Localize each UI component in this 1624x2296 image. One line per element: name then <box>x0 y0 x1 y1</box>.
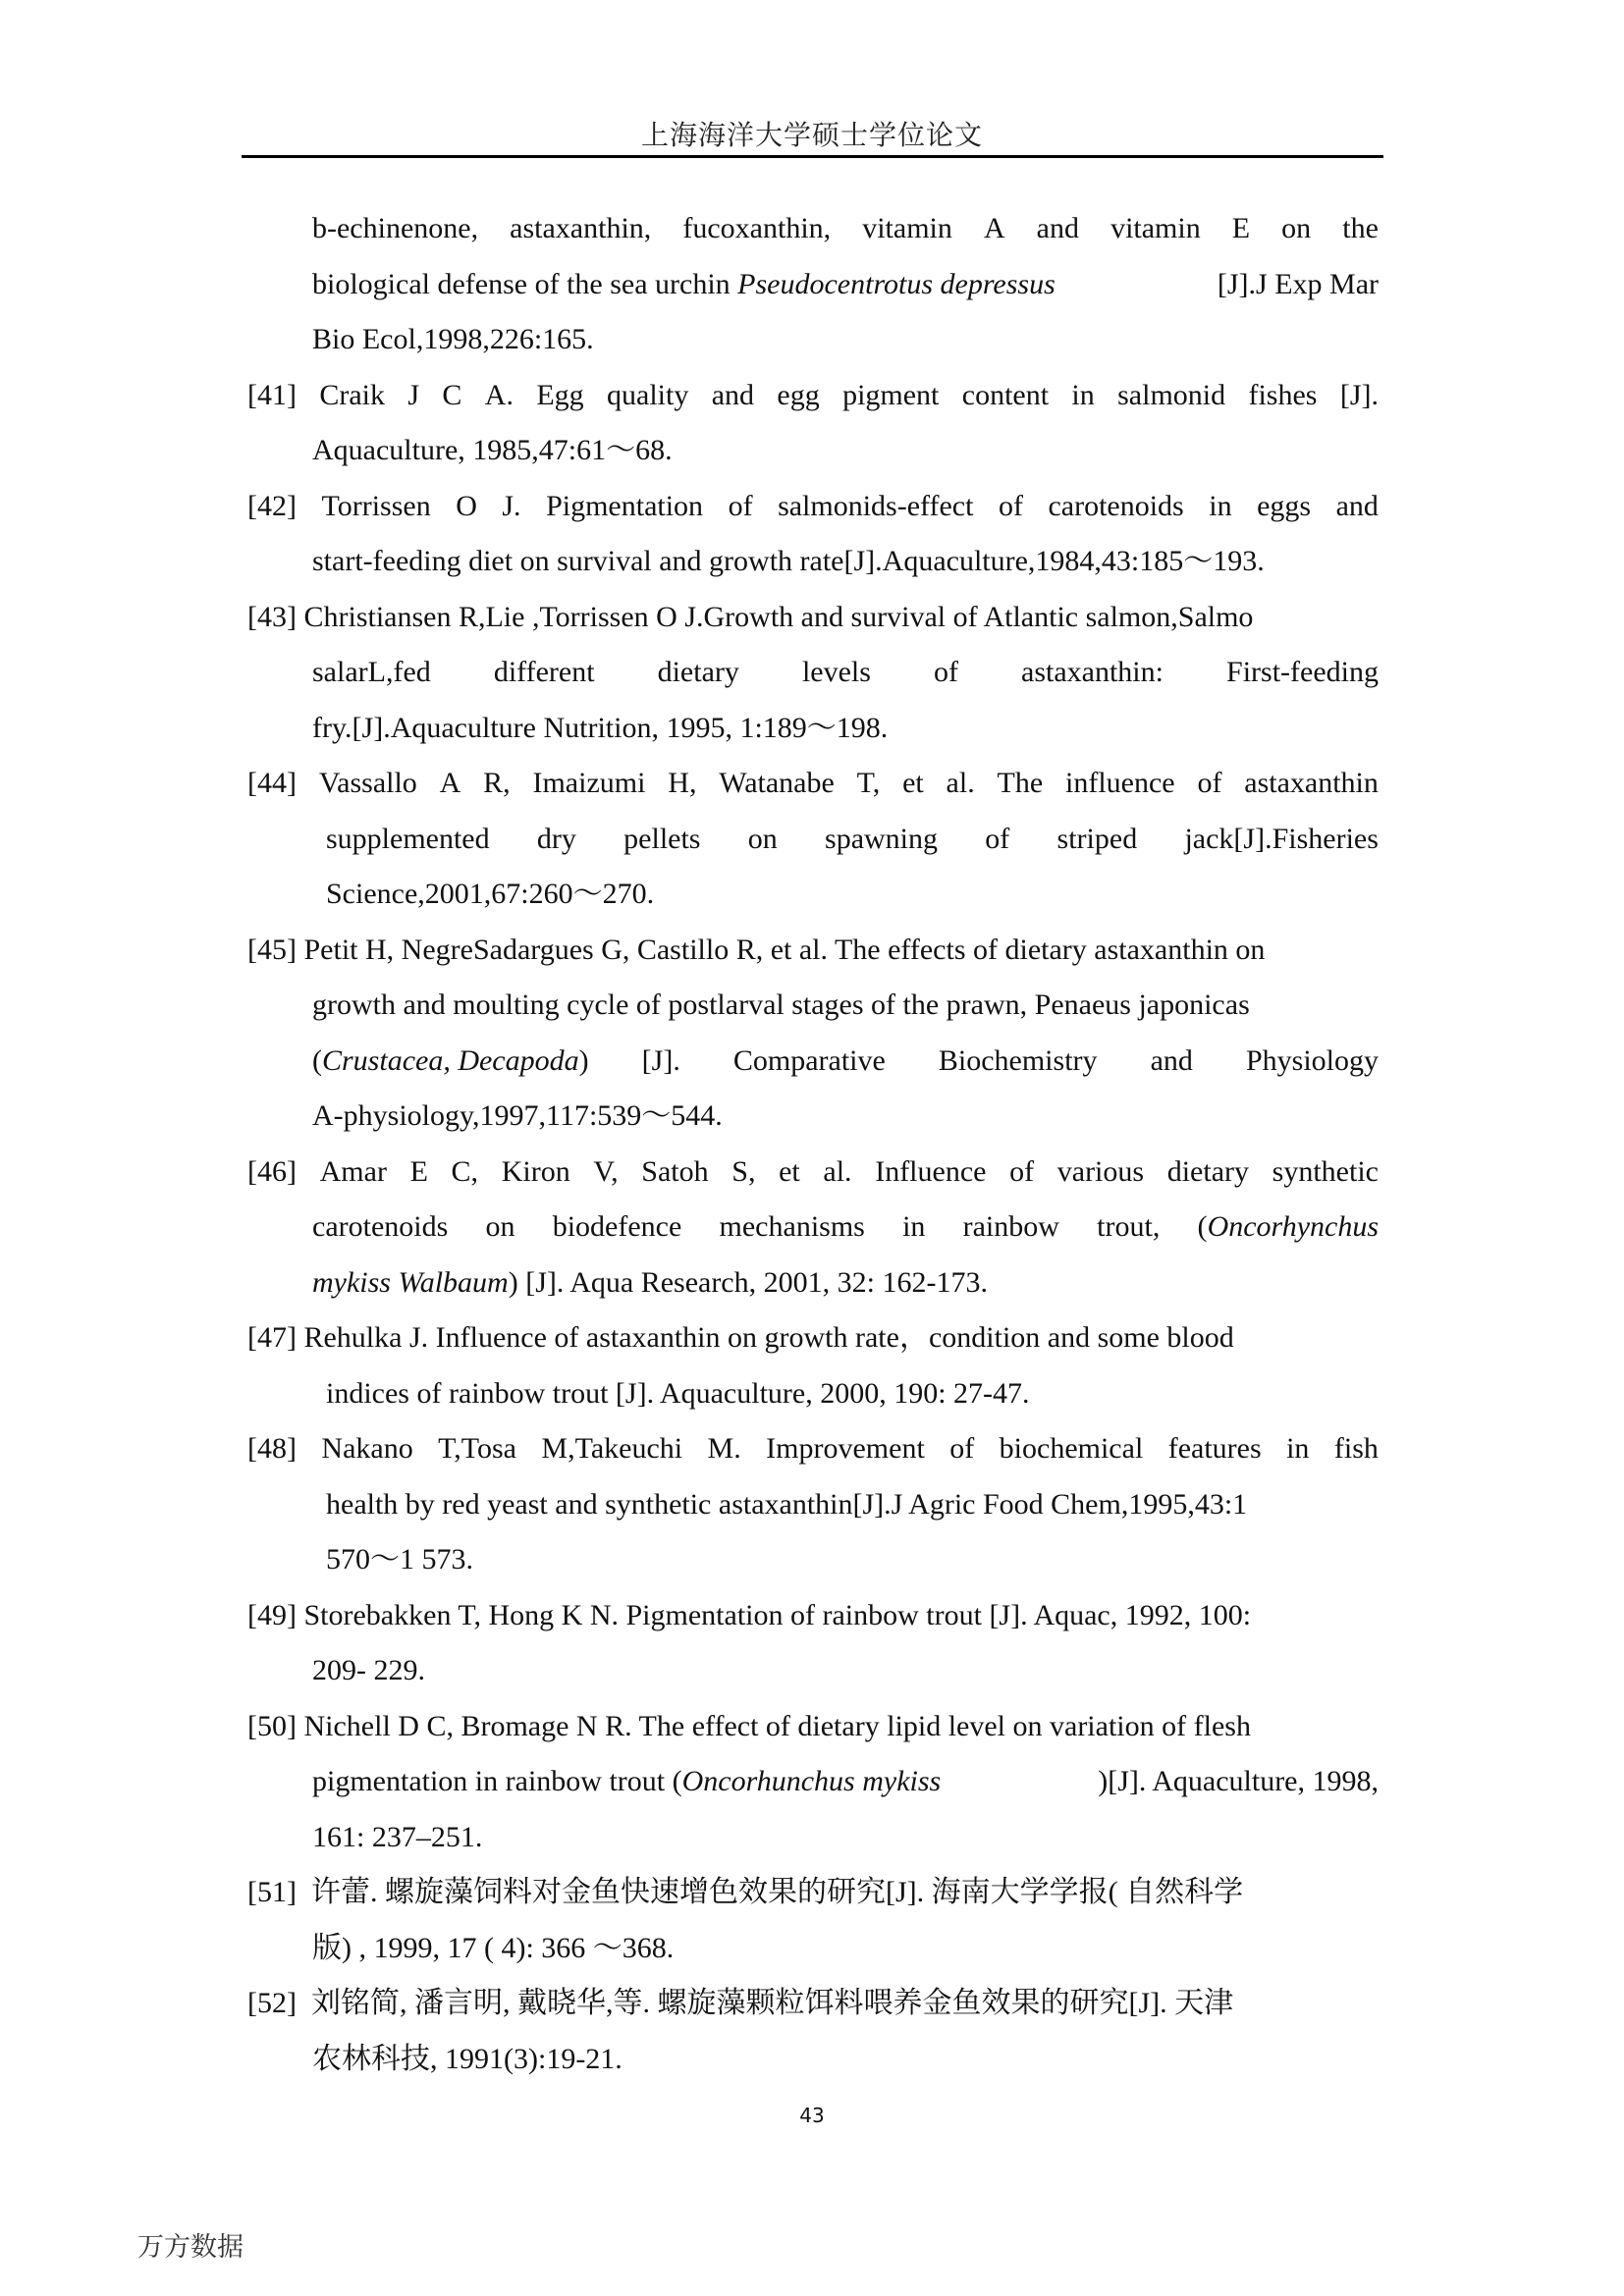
word: and <box>1150 1043 1193 1077</box>
word: S, <box>731 1154 756 1188</box>
word: different <box>493 656 595 688</box>
word: features <box>1167 1432 1262 1465</box>
word: of <box>985 822 1010 855</box>
reference-line: Aquaculture, 1985,47:61～68. <box>312 434 673 466</box>
reference-line <box>247 645 1379 701</box>
reference-line: 570～1 573. <box>326 1543 473 1575</box>
word: and <box>711 378 755 411</box>
reference-number: [42] <box>247 489 297 522</box>
word: Watanabe <box>719 767 835 799</box>
word: trout, <box>1097 1210 1161 1243</box>
reference-line: growth and moulting cycle of postlarval stages of the prawn, Penaeus japonicas <box>312 988 1250 1021</box>
reference-item-50 <box>247 1699 1379 1866</box>
reference-number: [52] <box>247 1987 297 2019</box>
line-text: )[J]. Aquaculture, 1998, <box>1098 1765 1379 1797</box>
word: A. <box>484 378 514 411</box>
line-text: biological defense of the sea urchin <box>312 267 738 300</box>
reference-line <box>247 479 1379 535</box>
word: T, <box>856 767 881 799</box>
word: M,Takeuchi <box>541 1432 683 1465</box>
reference-number: [41] <box>247 378 297 411</box>
reference-line <box>247 368 1379 424</box>
line-text: ) [J]. Aqua Research, 2001, 32: 162-173. <box>508 1265 988 1299</box>
reference-number: [49] <box>247 1598 297 1631</box>
word: in <box>1286 1432 1310 1465</box>
word: al. <box>823 1154 852 1188</box>
word: of <box>998 489 1023 522</box>
reference-number: [46] <box>247 1154 297 1188</box>
word: dietary <box>1166 1154 1250 1188</box>
reference-item-46 <box>247 1145 1379 1311</box>
reference-line: fry.[J].Aquaculture Nutrition, 1995, 1:189～198. <box>312 711 889 744</box>
word: mechanisms <box>719 1210 865 1243</box>
reference-line <box>247 1699 1379 1755</box>
word: on <box>1281 212 1312 244</box>
word: of <box>933 656 958 688</box>
word: jack[J].Fisheries <box>1184 822 1379 855</box>
word: spawning <box>825 822 939 855</box>
word: astaxanthin <box>1244 767 1379 799</box>
reference-line: indices of rainbow trout [J]. Aquaculture, 2000, 190: 27-47. <box>326 1376 1030 1410</box>
word: fish <box>1333 1432 1379 1465</box>
line-text: [J].J Exp Mar <box>1210 267 1379 300</box>
reference-item-47 <box>247 1310 1379 1421</box>
line-text: Nichell D C, Bromage N R. The effect of dietary lipid level on variation of flesh <box>303 1709 1251 1742</box>
word: A <box>439 767 461 799</box>
word: et <box>779 1154 800 1188</box>
watermark-text: 万方数据 <box>137 2232 244 2263</box>
word: Torrissen <box>321 489 431 522</box>
word: on <box>485 1210 515 1243</box>
word: dietary <box>657 656 739 688</box>
word: Physiology <box>1245 1043 1379 1077</box>
line-text: Rehulka J. Influence of astaxanthin on growth rate，condition and some blood <box>303 1321 1234 1354</box>
reference-item-44 <box>247 756 1379 923</box>
word: quality <box>607 378 689 411</box>
reference-line <box>247 1976 1379 2032</box>
line-text: Petit H, NegreSadargues G, Castillo R, et al. The effects of dietary astaxanthin on <box>303 933 1266 966</box>
word: fucoxanthin, <box>682 212 832 244</box>
reference-item-45 <box>247 923 1379 1145</box>
reference-number: [50] <box>247 1709 297 1742</box>
header-rule <box>242 155 1383 158</box>
word: content <box>961 378 1050 411</box>
word: Amar <box>319 1154 387 1188</box>
reference-number: [45] <box>247 933 297 966</box>
word: E <box>409 1154 428 1188</box>
reference-line: 161: 237–251. <box>312 1820 483 1853</box>
word: influence <box>1065 767 1175 799</box>
reference-line: health by red yeast and synthetic astaxanthin[J].J Agric Food Chem,1995,43:1 <box>326 1487 1248 1521</box>
word: Egg <box>536 378 584 411</box>
word: striped <box>1056 822 1138 855</box>
word: Imaizumi <box>532 767 646 799</box>
word: A <box>983 212 1005 244</box>
line-text <box>579 1034 1379 1090</box>
line-text <box>312 1200 1208 1255</box>
word: the <box>1342 212 1379 244</box>
running-header-title: 上海海洋大学硕士学位论文 <box>640 119 983 151</box>
reference-line: Science,2001,67:260～270. <box>326 878 655 910</box>
word: astaxanthin, <box>510 212 652 244</box>
reference-list <box>247 201 1379 2087</box>
word: on <box>747 822 778 855</box>
reference-number: [44] <box>247 767 297 799</box>
reference-line: start-feeding diet on survival and growth rate[J].Aquaculture,1984,43:185～193. <box>312 545 1265 577</box>
word: Biochemistry <box>938 1043 1098 1077</box>
word: Pigmentation <box>546 489 704 522</box>
word: R, <box>483 767 511 799</box>
line-text: ( <box>312 1043 322 1077</box>
word: salarL,fed <box>312 656 431 688</box>
reference-line <box>247 201 1379 257</box>
word: ) <box>578 1043 589 1077</box>
word: et <box>902 767 924 799</box>
reference-line <box>247 1145 1379 1201</box>
reference-line: 版) , 1999, 17 ( 4): 366 ～368. <box>312 1931 675 1964</box>
word: levels <box>801 656 871 688</box>
word: M. <box>707 1432 741 1465</box>
word: and <box>1335 489 1379 522</box>
reference-line: A-physiology,1997,117:539～544. <box>312 1099 723 1132</box>
word: of <box>949 1432 975 1465</box>
word: ( <box>1197 1210 1208 1243</box>
reference-line <box>247 1200 1379 1255</box>
reference-number: [43] <box>247 600 297 633</box>
reference-line <box>247 812 1379 868</box>
reference-item-41 <box>247 368 1379 479</box>
line-text: Storebakken T, Hong K N. Pigmentation of rainbow trout [J]. Aquac, 1992, 100: <box>303 1598 1252 1631</box>
reference-item-48 <box>247 1421 1379 1588</box>
word: of <box>1009 1154 1035 1188</box>
word: in <box>902 1210 926 1243</box>
reference-line <box>247 1310 1379 1366</box>
reference-line: 209- 229. <box>312 1654 425 1686</box>
reference-continuation <box>247 201 1379 368</box>
reference-item-51 <box>247 1865 1379 1976</box>
word: pellets <box>623 822 701 855</box>
taxon-name: Crustacea, Decapoda <box>322 1043 579 1077</box>
word: and <box>1036 212 1079 244</box>
species-name: mykiss Walbaum <box>312 1265 509 1299</box>
reference-line <box>247 1034 1379 1090</box>
word: V, <box>593 1154 619 1188</box>
word: [J]. <box>641 1043 680 1077</box>
word: H, <box>668 767 697 799</box>
word: C, <box>451 1154 479 1188</box>
species-name: Oncorhynchus <box>1207 1210 1379 1243</box>
reference-number: [47] <box>247 1321 297 1354</box>
reference-line <box>247 1421 1379 1477</box>
page-number: 43 <box>799 2104 825 2127</box>
reference-line <box>247 1865 1379 1921</box>
word: salmonids-effect <box>778 489 974 522</box>
word: biochemical <box>999 1432 1144 1465</box>
word: C <box>442 378 462 411</box>
word: Comparative <box>732 1043 886 1077</box>
word: rainbow <box>962 1210 1059 1243</box>
reference-item-43 <box>247 590 1379 757</box>
reference-line <box>247 756 1379 812</box>
word: of <box>1197 767 1222 799</box>
reference-number: [48] <box>247 1432 297 1465</box>
reference-item-52 <box>247 1976 1379 2087</box>
word: dry <box>536 822 576 855</box>
word: Vassallo <box>318 767 417 799</box>
reference-number: [51] <box>247 1876 297 1908</box>
reference-line <box>247 257 1379 313</box>
word: E <box>1231 212 1251 244</box>
word: carotenoids <box>312 1210 449 1243</box>
word: carotenoids <box>1048 489 1184 522</box>
word: astaxanthin: <box>1021 656 1164 688</box>
species-name: Pseudocentrotus depressus <box>737 267 1056 300</box>
word: [J]. <box>1339 378 1379 411</box>
reference-line: Bio Ecol,1998,226:165. <box>312 323 594 355</box>
word: Craik <box>319 378 385 411</box>
line-text: 许蕾. 螺旋藻饲料对金鱼快速增色效果的研究[J]. 海南大学学报( 自然科学 <box>310 1876 1244 1908</box>
word: of <box>728 489 753 522</box>
word: salmonid <box>1117 378 1226 411</box>
word: J <box>407 378 420 411</box>
line-text: Christiansen R,Lie ,Torrissen O J.Growth and survival of Atlantic salmon,Salmo <box>303 600 1254 633</box>
reference-item-42 <box>247 479 1379 590</box>
reference-line <box>247 1754 1379 1810</box>
word: O <box>456 489 477 522</box>
reference-line: 农林科技, 1991(3):19-21. <box>312 2042 623 2075</box>
word: al. <box>946 767 975 799</box>
word: eggs <box>1257 489 1312 522</box>
word: fishes <box>1248 378 1318 411</box>
word: egg <box>777 378 820 411</box>
word: Satoh <box>641 1154 709 1188</box>
word: various <box>1056 1154 1145 1188</box>
reference-line <box>247 1588 1379 1644</box>
species-name: Oncorhunchus mykiss <box>681 1765 942 1797</box>
word: biodefence <box>552 1210 682 1243</box>
word: in <box>1071 378 1095 411</box>
line-text: 刘铭简, 潘言明, 戴晓华,等. 螺旋藻颗粒饵料喂养金鱼效果的研究[J]. 天津 <box>310 1987 1234 2019</box>
word: Nakano <box>321 1432 413 1465</box>
word: pigment <box>842 378 940 411</box>
word: synthetic <box>1272 1154 1379 1188</box>
word: b-echinenone, <box>312 212 479 244</box>
word: Kiron <box>501 1154 570 1188</box>
reference-line <box>247 923 1379 979</box>
reference-line <box>247 1255 1379 1311</box>
word: Influence <box>875 1154 987 1188</box>
line-text: pigmentation in rainbow trout ( <box>312 1765 682 1797</box>
word: The <box>997 767 1044 799</box>
word: supplemented <box>326 822 490 855</box>
reference-item-49 <box>247 1588 1379 1699</box>
word: in <box>1209 489 1232 522</box>
word: J. <box>502 489 521 522</box>
word: First-feeding <box>1226 656 1379 688</box>
word: vitamin <box>862 212 952 244</box>
word: Improvement <box>766 1432 925 1465</box>
word: vitamin <box>1110 212 1201 244</box>
word: T,Tosa <box>438 1432 516 1465</box>
reference-line <box>247 590 1379 646</box>
